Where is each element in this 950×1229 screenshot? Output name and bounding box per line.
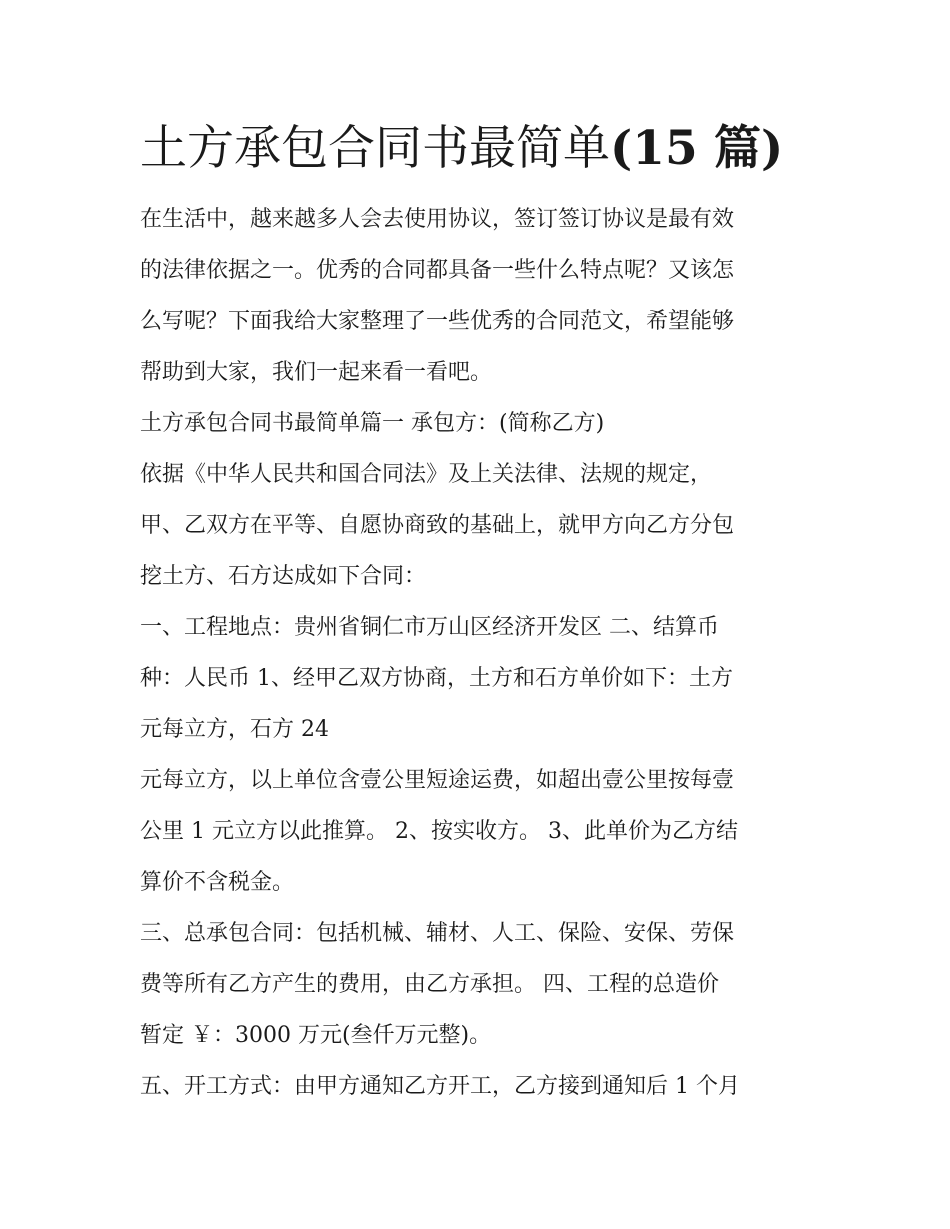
paragraph-line: 在生活中，越来越多人会去使用协议，签订签订协议是最有效 bbox=[140, 207, 735, 232]
paragraph-line: 的法律依据之一。优秀的合同都具备一些什么特点呢？又该怎 bbox=[140, 258, 735, 283]
page-title bbox=[140, 117, 783, 181]
paragraph-line: 么写呢？下面我给大家整理了一些优秀的合同范文，希望能够 bbox=[140, 309, 735, 334]
clause-line: 种：人民币 1、经甲乙双方协商，土方和石方单价如下：土方 bbox=[140, 666, 733, 691]
clause-line: 元每立方，石方 24 bbox=[140, 717, 329, 742]
clause-line: 元每立方，以上单位含壹公里短途运费，如超出壹公里按每壹 bbox=[140, 768, 735, 793]
clause-line: 五、开工方式：由甲方通知乙方开工，乙方接到通知后 1 个月 bbox=[140, 1074, 740, 1099]
title-main: 土方承包合同书最简单 bbox=[140, 121, 610, 176]
section-heading-line: 土方承包合同书最简单篇一 承包方：(简称乙方) bbox=[140, 411, 605, 436]
paragraph-line: 帮助到大家，我们一起来看一看吧。 bbox=[140, 360, 493, 385]
paragraph-line: 依据《中华人民共和国合同法》及上关法律、法规的规定， bbox=[140, 462, 713, 487]
title-count: (15 篇) bbox=[610, 121, 784, 176]
clause-line: 暂定 ￥：3000 万元(叁仟万元整)。 bbox=[140, 1023, 492, 1048]
paragraph-line: 甲、乙双方在平等、自愿协商致的基础上，就甲方向乙方分包 bbox=[140, 513, 735, 538]
clause-line: 三、总承包合同：包括机械、辅材、人工、保险、安保、劳保 bbox=[140, 921, 735, 946]
document-body bbox=[140, 194, 820, 1112]
clause-line: 公里 1 元立方以此推算。 2、按实收方。 3、此单价为乙方结 bbox=[140, 819, 738, 844]
paragraph-line: 挖土方、石方达成如下合同： bbox=[140, 564, 427, 589]
clause-line: 算价不含税金。 bbox=[140, 870, 295, 895]
clause-line: 一、工程地点：贵州省铜仁市万山区经济开发区 二、结算币 bbox=[140, 615, 719, 640]
clause-line: 费等所有乙方产生的费用，由乙方承担。 四、工程的总造价 bbox=[140, 972, 719, 997]
